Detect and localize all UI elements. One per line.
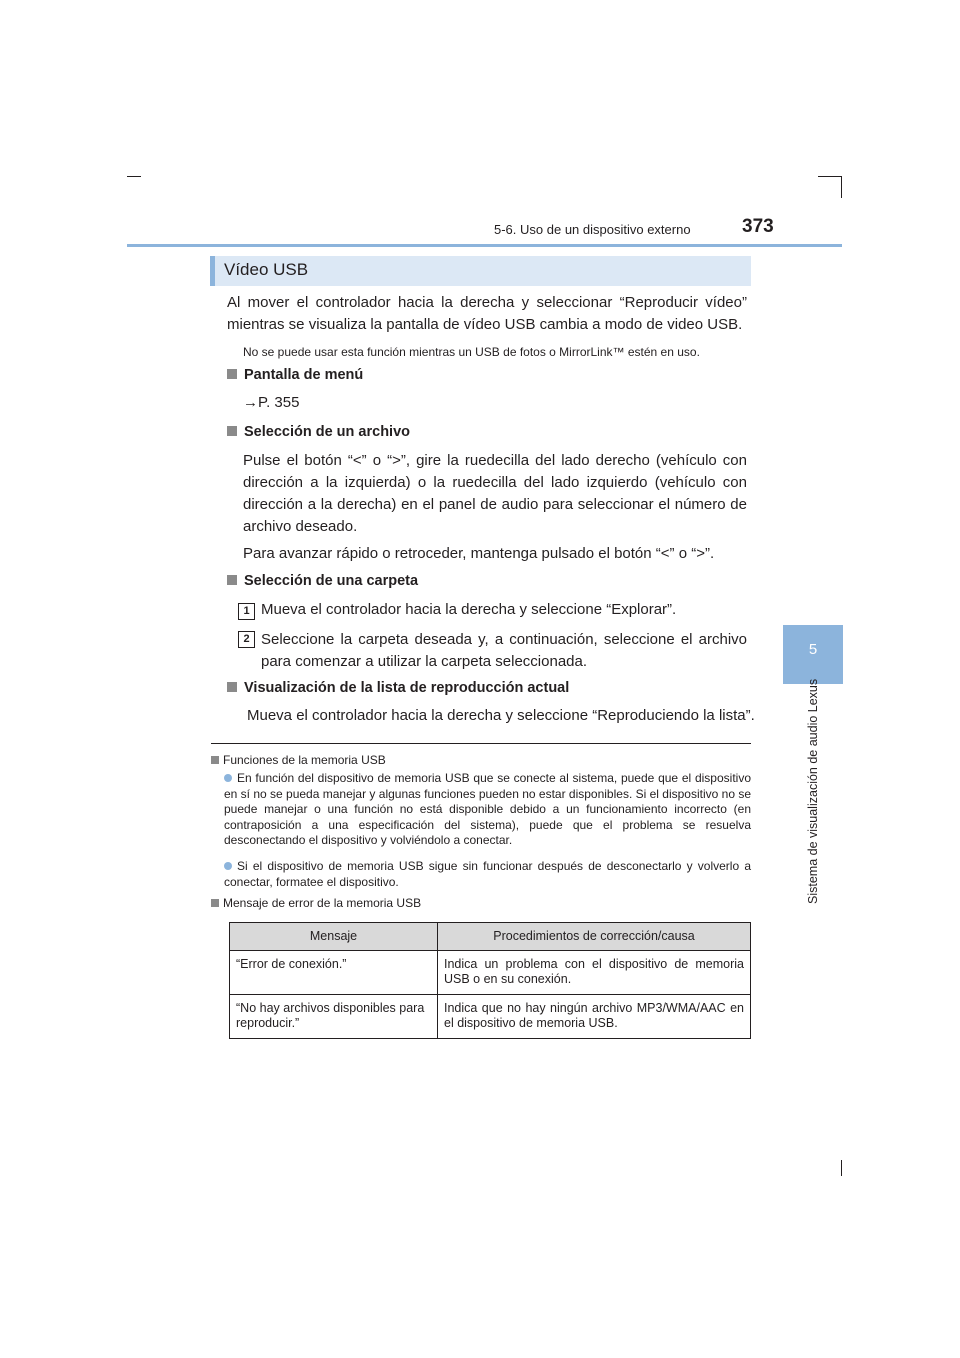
note-bullet-2 — [224, 859, 751, 890]
square-bullet-icon — [227, 682, 237, 692]
dot-bullet-icon — [224, 862, 232, 870]
chapter-tab: 5 — [783, 625, 843, 684]
heading-menu — [227, 367, 363, 383]
heading-folder — [227, 573, 418, 589]
file-paragraph-2: Para avanzar rápido o retroceder, mantenga pulsado el botón “<” o “>”. — [243, 545, 715, 562]
table-header-message: Mensaje — [230, 923, 438, 951]
crop-mark — [127, 176, 141, 177]
square-bullet-icon — [227, 575, 237, 585]
table-header-procedure: Procedimientos de corrección/causa — [438, 923, 751, 951]
square-bullet-icon — [211, 899, 219, 907]
note-heading-error — [211, 896, 421, 912]
heading-menu-text: Pantalla de menú — [244, 367, 364, 383]
page-number: 373 — [742, 216, 774, 237]
note-bullet-1-text: En función del dispositivo de memoria USB que se conecte al sistema, puede que el dispositivo en sí no se pueda manejar y algunas funciones pueden no estar disponibles. Si el dispositivo no se puede manejar o una función no está disponible debido a un funcionamiento incorrecto (en contraposición a una especificación del sistema), puede que el problema se resuelva desconectando el dispositivo y volviéndolo a conectar. — [224, 771, 752, 847]
note-heading-memory — [211, 753, 386, 769]
intro-note: No se puede usar esta función mientras un USB de fotos o MirrorLink™ estén en uso. — [243, 345, 700, 359]
note-bullet-1 — [224, 771, 751, 849]
dot-bullet-icon — [224, 774, 232, 782]
page-reference-link[interactable]: →P. 355 — [243, 394, 300, 411]
section-header: 5-6. Uso de un dispositivo externo — [494, 222, 691, 237]
intro-paragraph: Al mover el controlador hacia la derecha y seleccionar “Reproducir vídeo” mientras se visualiza la pantalla de vídeo USB cambia a modo de video USB. — [227, 294, 747, 333]
heading-playlist-text: Visualización de la lista de reproducción actual — [244, 680, 570, 696]
table-row — [230, 951, 751, 995]
note-heading-error-text: Mensaje de error de la memoria USB — [223, 896, 422, 910]
note-bullet-2-text: Si el dispositivo de memoria USB sigue sin funcionar después de desconectarlo y volverlo a conectar, formatee el dispositivo. — [224, 859, 751, 889]
step-number-1: 1 — [238, 603, 255, 620]
step-1-text: Mueva el controlador hacia la derecha y seleccione “Explorar”. — [261, 601, 677, 618]
notes-separator — [211, 743, 751, 744]
square-bullet-icon — [227, 426, 237, 436]
playlist-text: Mueva el controlador hacia la derecha y seleccione “Reproduciendo la lista”. — [247, 707, 755, 724]
section-banner — [210, 256, 751, 286]
banner-title: Vídeo USB — [224, 260, 309, 279]
chapter-side-text: Sistema de visualización de audio Lexus — [806, 678, 820, 904]
heading-playlist — [227, 680, 569, 696]
step-2-text: Seleccione la carpeta deseada y, a continuación, seleccione el archivo para comenzar a utilizar la carpeta seleccionada. — [261, 631, 747, 670]
crop-mark — [818, 176, 842, 177]
step-number-2: 2 — [238, 631, 255, 648]
header-rule — [127, 244, 842, 247]
chapter-side-label — [783, 678, 843, 944]
table-cell-message: “No hay archivos disponibles para reproducir.” — [230, 995, 438, 1039]
table-row — [230, 995, 751, 1039]
note-heading-memory-text: Funciones de la memoria USB — [223, 753, 386, 767]
heading-file-text: Selección de un archivo — [244, 424, 410, 440]
table-cell-message: “Error de conexión.” — [230, 951, 438, 995]
crop-mark — [841, 1160, 842, 1176]
table-cell-procedure: Indica que no hay ningún archivo MP3/WMA/AAC en el dispositivo de memoria USB. — [438, 995, 751, 1039]
crop-mark — [841, 176, 842, 198]
square-bullet-icon — [211, 756, 219, 764]
banner-accent — [210, 256, 215, 286]
square-bullet-icon — [227, 369, 237, 379]
file-paragraph: Pulse el botón “<” o “>”, gire la ruedecilla del lado derecho (vehículo con dirección a la izquierda) o la ruedecilla del lado izquierdo (vehículo con dirección a la derecha) en el panel de audio para seleccionar el número de archivo deseado. — [243, 452, 747, 535]
error-table — [229, 922, 751, 1039]
heading-file — [227, 424, 410, 440]
table-header-row — [230, 923, 751, 951]
heading-folder-text: Selección de una carpeta — [244, 573, 419, 589]
table-cell-procedure: Indica un problema con el dispositivo de memoria USB o en su conexión. — [438, 951, 751, 995]
